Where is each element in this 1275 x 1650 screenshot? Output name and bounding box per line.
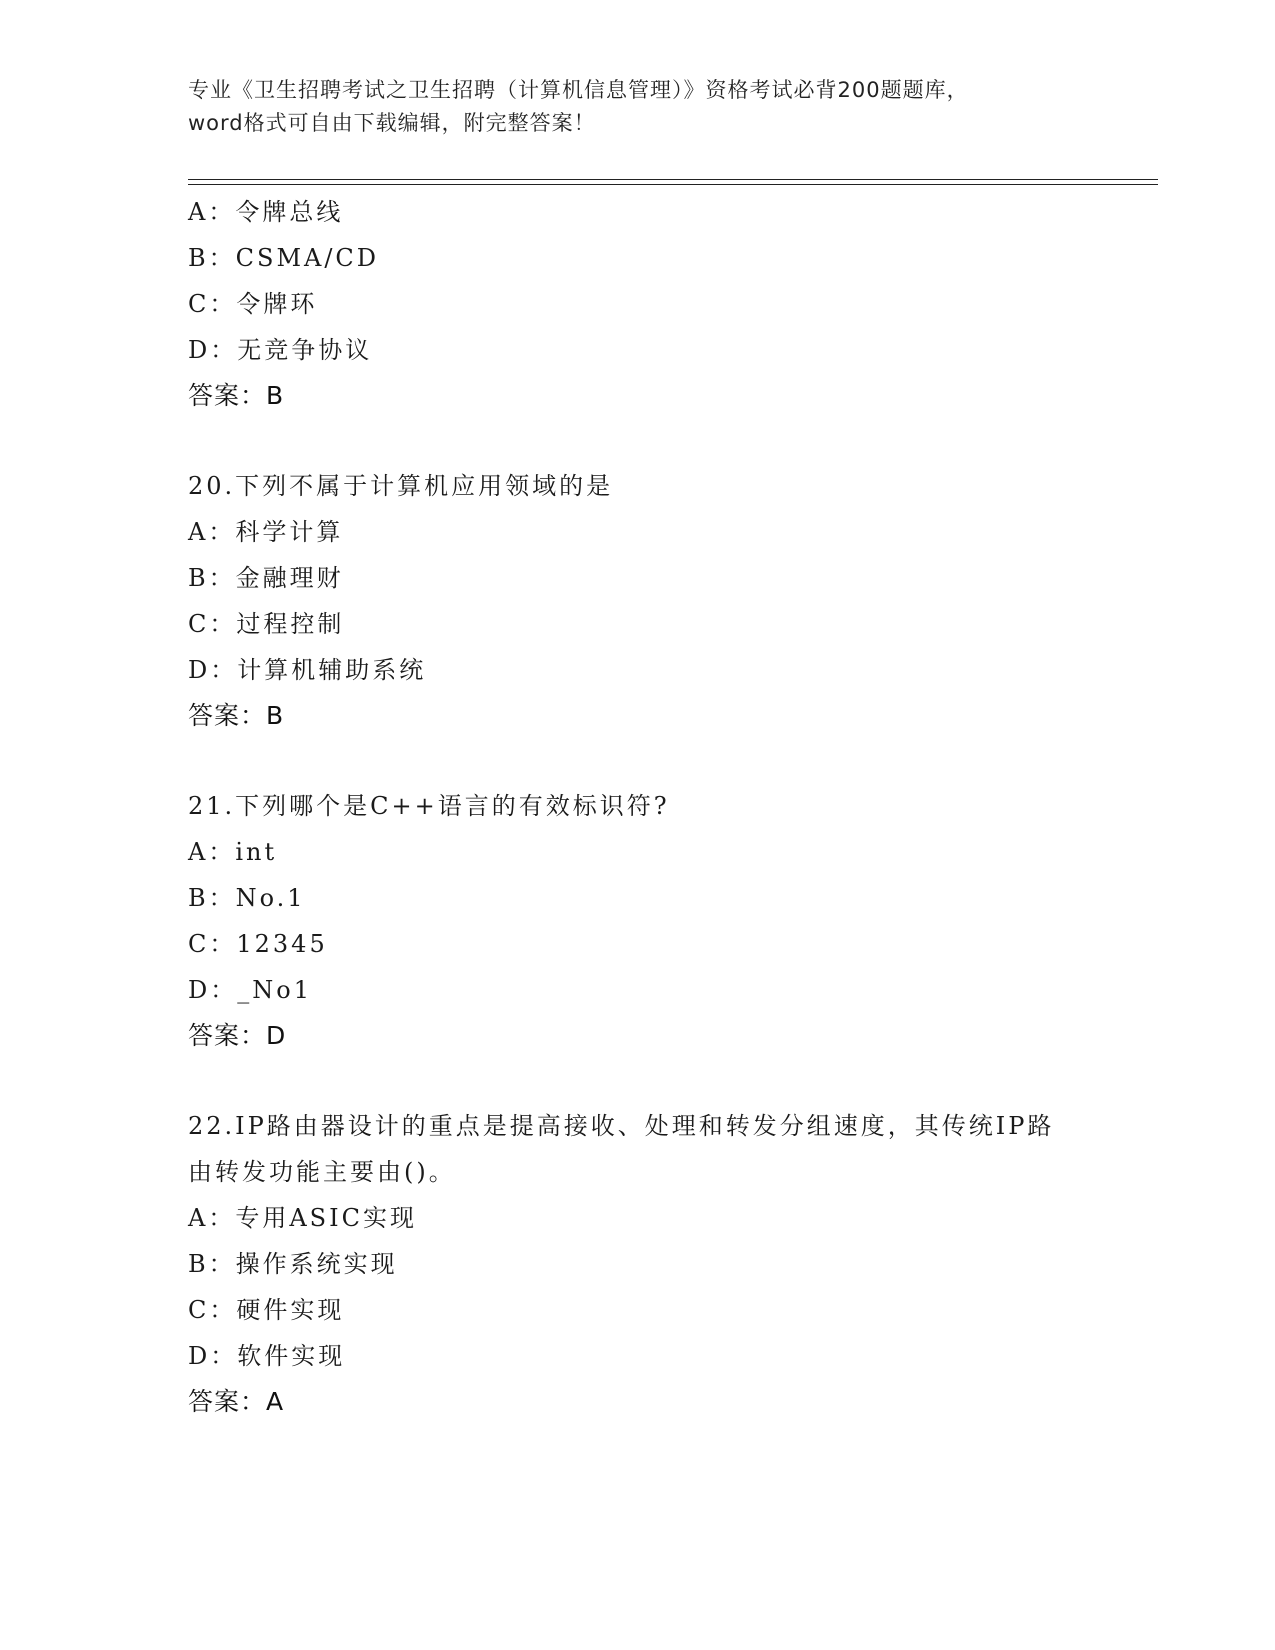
- question-text: 22.IP路由器设计的重点是提高接收、处理和转发分组速度，其传统IP路由转发功能主要由()。: [188, 1112, 1055, 1186]
- option-c: C：12345: [188, 930, 328, 958]
- block-spacer: [188, 419, 1088, 463]
- header-rule-bottom: [188, 184, 1158, 185]
- question-block-20: [188, 463, 1088, 739]
- option-a: A：专用ASIC实现: [188, 1204, 417, 1232]
- option-b: B：金融理财: [188, 564, 344, 592]
- option-c: C：过程控制: [188, 610, 345, 638]
- question-list: [188, 189, 1088, 1425]
- block-spacer: [188, 1059, 1088, 1103]
- option-d: D：计算机辅助系统: [188, 656, 427, 684]
- header-rule-top: [188, 179, 1158, 180]
- option-b: B：No.1: [188, 884, 306, 912]
- option-d: D：无竞争协议: [188, 336, 373, 364]
- option-b: B：CSMA/CD: [188, 244, 380, 272]
- question-block-19: [188, 189, 1088, 419]
- answer-label: 答案：B: [188, 381, 285, 410]
- answer-label: 答案：A: [188, 1387, 285, 1416]
- answer-label: 答案：B: [188, 701, 285, 730]
- option-d: D：软件实现: [188, 1342, 346, 1370]
- option-a: A：令牌总线: [188, 198, 344, 226]
- option-a: A：科学计算: [188, 518, 344, 546]
- question-block-22: [188, 1103, 1088, 1425]
- question-text: 20.下列不属于计算机应用领域的是: [188, 472, 614, 500]
- block-spacer: [188, 739, 1088, 783]
- option-c: C：令牌环: [188, 290, 318, 318]
- header-line-1: 专业《卫生招聘考试之卫生招聘（计算机信息管理）》资格考试必背200题题库，: [188, 78, 969, 102]
- header-line-2: word格式可自由下载编辑，附完整答案！: [188, 111, 596, 135]
- document-header: [188, 74, 1088, 140]
- option-a: A：int: [188, 838, 278, 866]
- option-b: B：操作系统实现: [188, 1250, 398, 1278]
- answer-label: 答案：D: [188, 1021, 287, 1050]
- option-c: C：硬件实现: [188, 1296, 345, 1324]
- option-d: D：_No1: [188, 976, 312, 1004]
- question-block-21: [188, 783, 1088, 1059]
- question-text: 21.下列哪个是C++语言的有效标识符?: [188, 792, 670, 820]
